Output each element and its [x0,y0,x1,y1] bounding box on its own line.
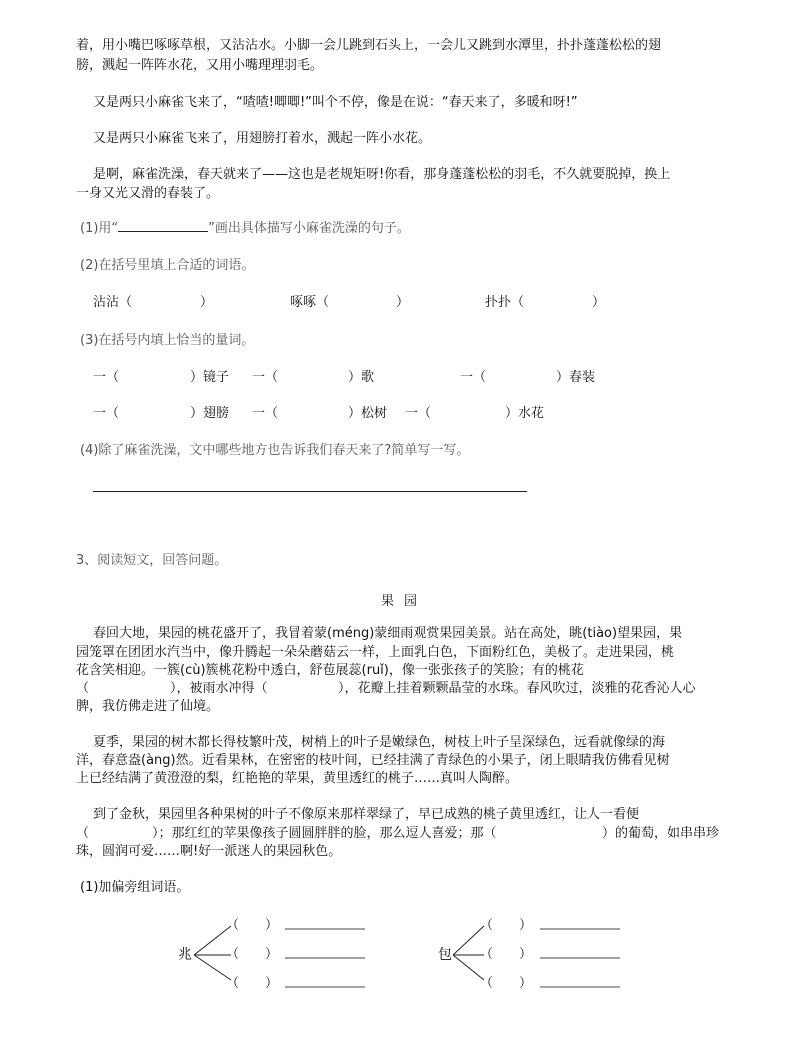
question-radicals: (1)加偏旁组词语。 [80,880,190,895]
base-character: 包 [438,947,452,963]
fill-close: ） [396,295,410,310]
passage1-line: 膀，溅起一阵阵水花，又用小嘴理理羽毛。 [76,58,324,73]
passage1-line: 一身又光又滑的春装了。 [76,186,220,201]
passage2-paragraph: 到了金秋，果园里各种果树的叶子不像原来那样翠绿了，早已成熟的桃子黄里透红，让人一看便 [93,807,640,822]
measure-word-open: 一（ [93,370,120,385]
passage2-line: 园笼罩在团团水汽当中，像升腾起一朵朵蘑菇云一样，上面乳白色，下面粉红色，美极了。走进果园，桃 [76,645,675,660]
passage2-blank-open: （ [76,681,90,696]
passage1-line: 着，用小嘴巴啄啄草根，又沾沾水。小脚一会儿跳到石头上，一会儿又跳到水潭里，扑扑蓬蓬松松的翅 [76,38,662,53]
question-1 [80,221,410,237]
section-heading: 3、阅读短文，回答问题。 [76,553,228,568]
radical-blank: （ ） [480,918,533,933]
base-character: 兆 [178,947,192,963]
passage2-paragraph: 春回大地，果园的桃花盛开了，我冒着蒙(méng)蒙细雨观赏果园美景。站在高处，眺(tiào)望果园，果 [93,626,683,641]
radical-blank: （ ） [226,976,279,991]
measure-word-close: ）水花 [505,406,545,421]
measure-word-open: 一（ [252,406,279,421]
question-2: (2)在括号里填上合适的词语。 [80,258,255,273]
passage2-line: 脾，我仿佛走进了仙境。 [76,699,220,714]
question-4: (4)除了麻雀洗澡，文中哪些地方也告诉我们春天来了?简单写一写。 [80,443,470,458]
radical-blank: （ ） [480,976,533,991]
answer-line [93,491,527,492]
answer-lines [285,924,367,990]
passage2-line: ），花瓣上挂着颗颗晶莹的水珠。春风吹过，淡雅的花香沁人心 [338,681,696,696]
radical-blank: （ ） [226,918,279,933]
passage2-line: ）；那红红的苹果像孩子圆圆胖胖的脸，那么逗人喜爱；那（ [152,826,497,841]
passage2-line: 洋，春意盎(àng)然。近看果林，在密密的枝叶间，已经挂满了青绿色的小果子，闭上眼睛我仿佛看见树 [76,753,670,768]
passage1-paragraph: 又是两只小麻雀飞来了，用翅膀打着水，溅起一阵小水花。 [93,131,432,146]
answer-lines [540,924,622,990]
passage2-line: 花含笑相迎。一簇(cù)簇桃花粉中透白，舒苞展蕊(ruǐ)，像一张张孩子的笑脸；有的桃花 [76,663,584,678]
passage-title: 果园 [381,594,428,609]
measure-word-open: 一（ [252,370,279,385]
fill-item: 扑扑（ [485,295,525,310]
question-1-suffix: ”画出具体描写小麻雀洗澡的句子。 [208,221,410,236]
passage1-paragraph: 是啊，麻雀洗澡，春天就来了——这也是老规矩呀!你看，那身蓬蓬松松的羽毛，不久就要脱掉，换上 [93,167,671,182]
radical-blank: （ ） [226,947,279,962]
radical-blank: （ ） [480,947,533,962]
passage2-blank-open: （ [76,826,90,841]
measure-word-close: ）松树 [348,406,388,421]
fill-close: ） [592,295,606,310]
fill-close: ） [200,295,214,310]
measure-word-open: 一（ [405,406,432,421]
question-1-prefix: (1)用“ [80,221,119,236]
measure-word-close: ）春装 [556,370,596,385]
passage2-line: 珠，圆润可爱……啊!好一派迷人的果园秋色。 [76,844,342,859]
answer-underline [118,221,208,232]
fill-item: 沾沾（ [93,295,133,310]
measure-word-close: ）翅膀 [190,406,230,421]
measure-word-open: 一（ [93,406,120,421]
passage2-paragraph: 夏季，果园的树木都长得枝繁叶茂，树梢上的叶子是嫩绿色，树枝上叶子呈深绿色，远看就像绿的海 [93,735,666,750]
passage2-line: ），被雨水冲得（ [170,681,268,696]
passage2-line: ）的葡萄，如串串珍 [602,826,720,841]
question-3: (3)在括号内填上恰当的量词。 [80,333,255,348]
measure-word-open: 一（ [460,370,487,385]
measure-word-close: ）镜子 [190,370,230,385]
passage1-paragraph: 又是两只小麻雀飞来了，“喳喳!唧唧!”叫个不停，像是在说：“春天来了，多暖和呀!” [93,95,578,110]
measure-word-close: ）歌 [348,370,375,385]
fill-item: 啄啄（ [290,295,330,310]
passage2-line: 上已经结满了黄澄澄的梨，红艳艳的苹果，黄里透红的桃子……真叫人陶醉。 [76,771,519,786]
